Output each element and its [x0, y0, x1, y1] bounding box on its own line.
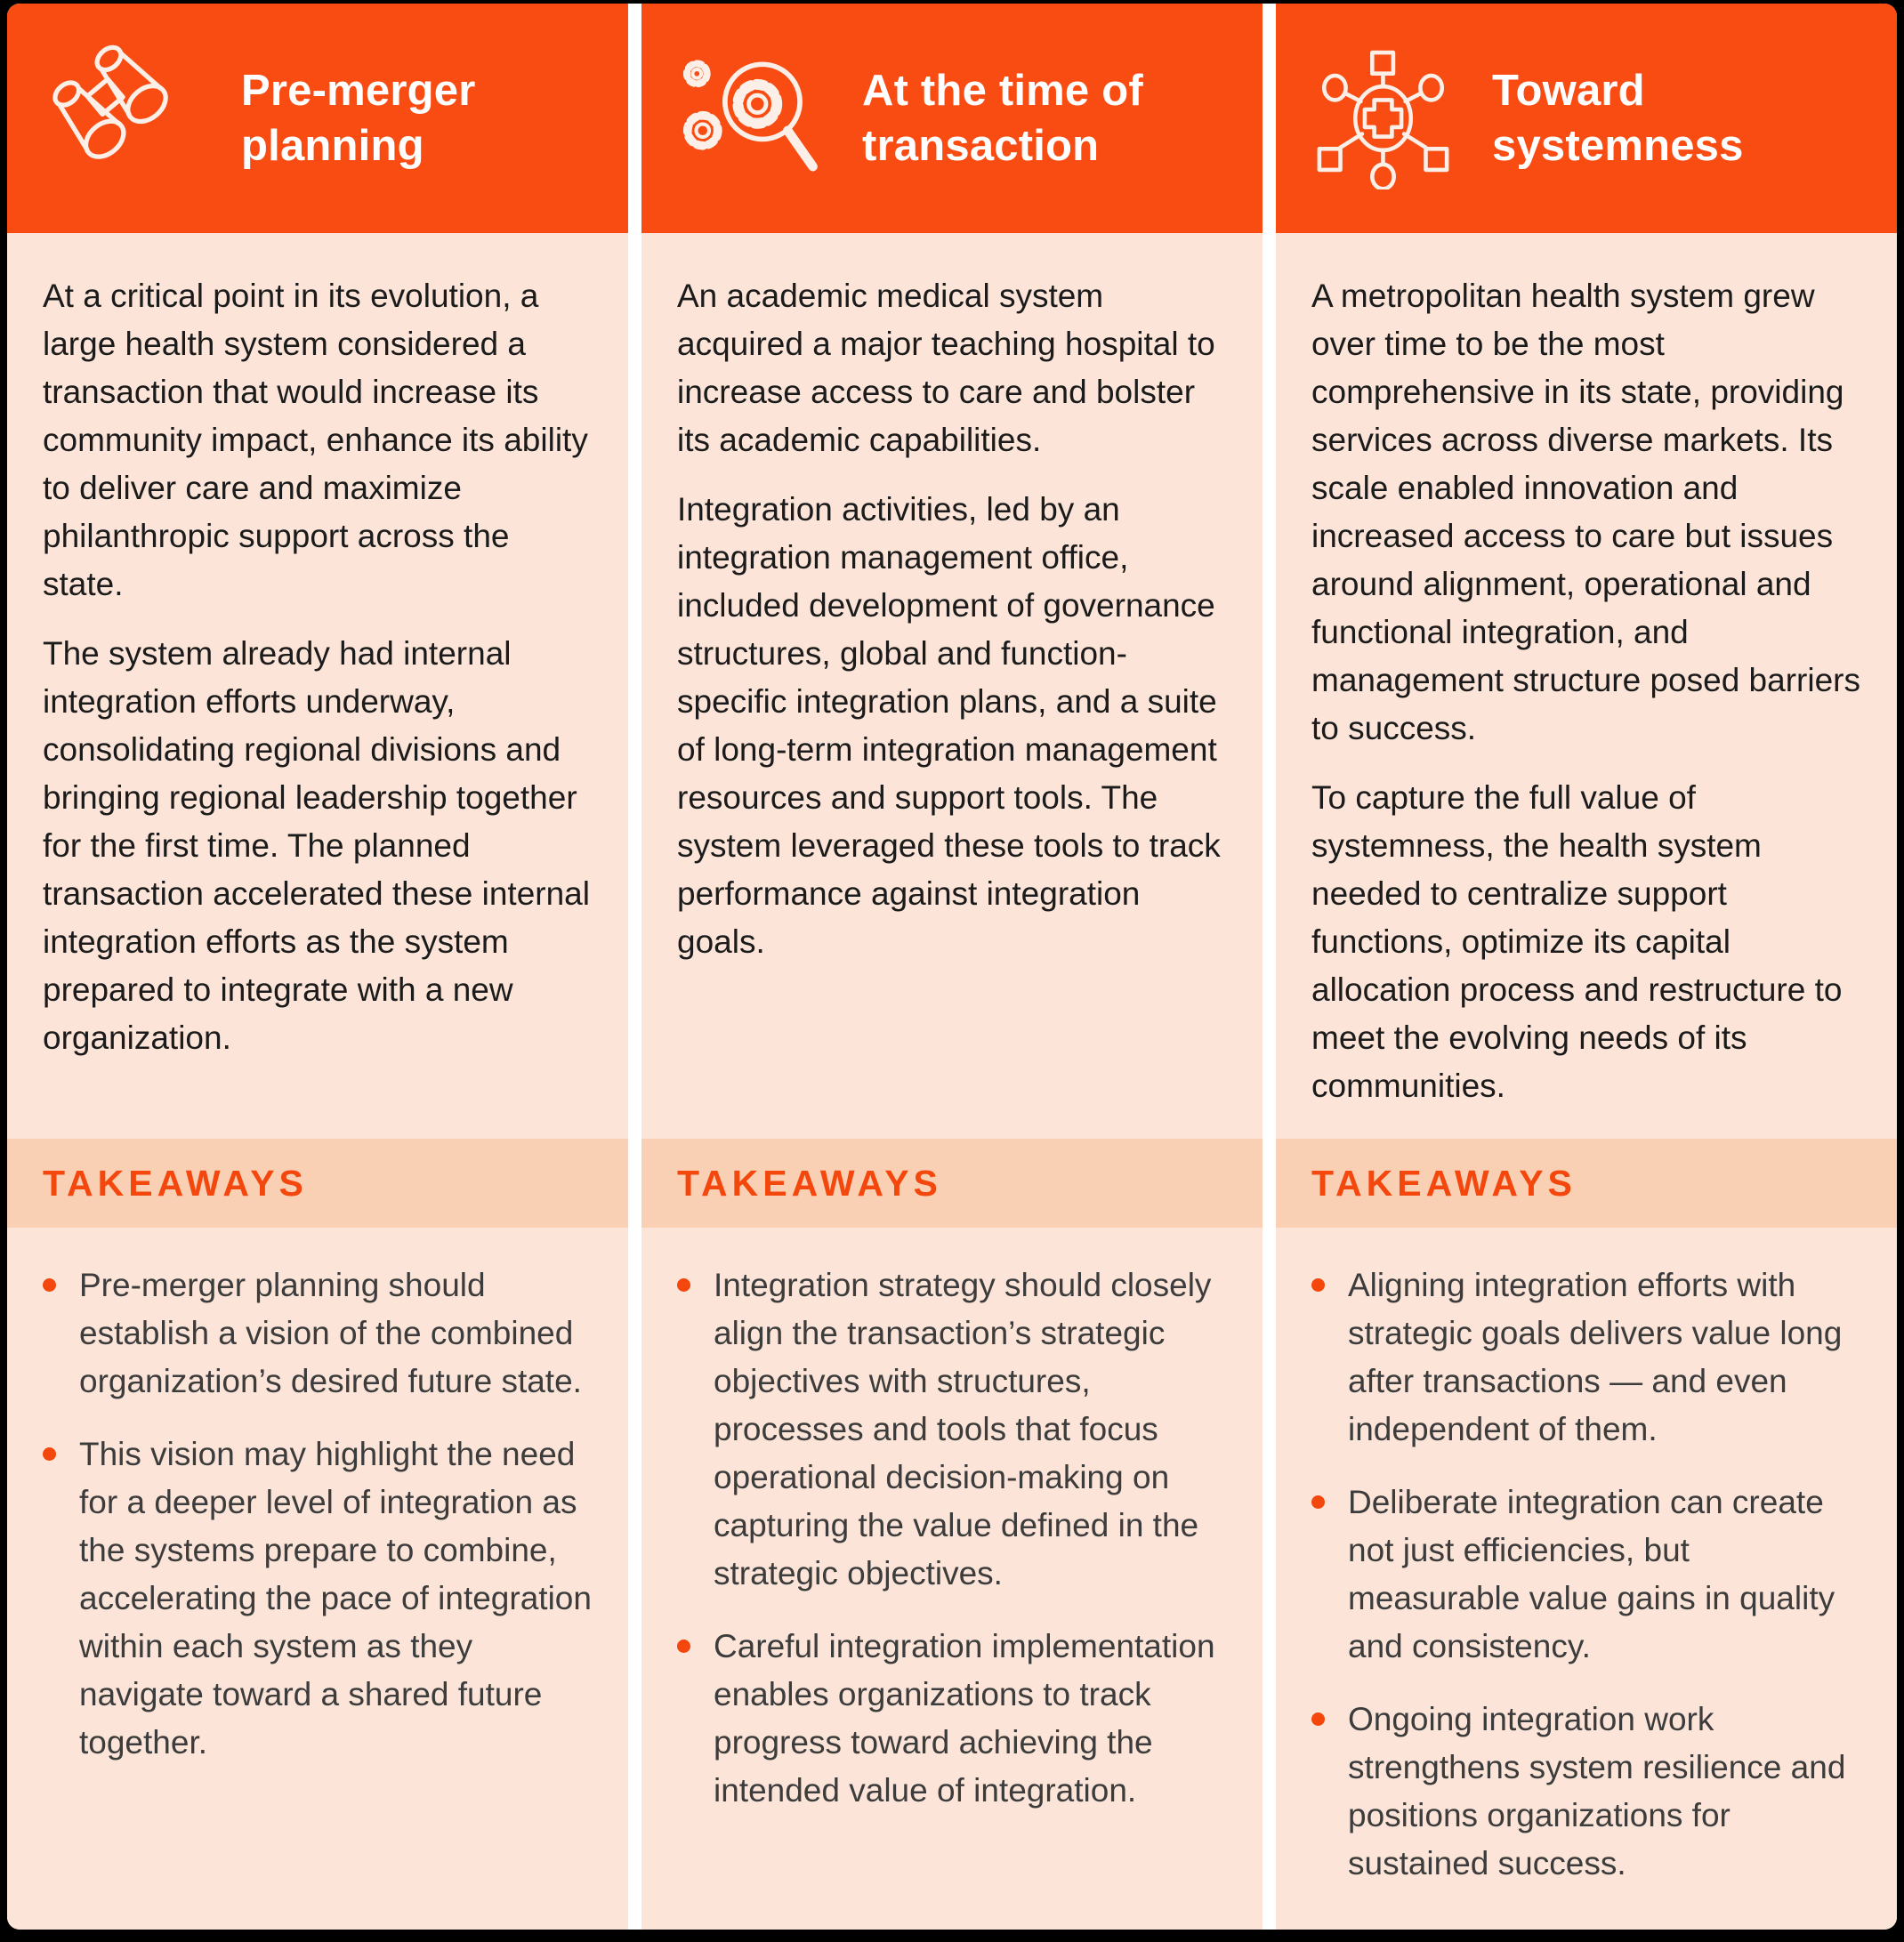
column-title	[241, 63, 475, 173]
takeaway-item	[43, 1261, 598, 1406]
takeaways-heading: TAKEAWAYS	[641, 1139, 1263, 1228]
takeaway-item	[1311, 1479, 1867, 1671]
infographic-panel	[7, 4, 1897, 1930]
takeaways-list	[1276, 1228, 1897, 1930]
takeaway-item	[1311, 1261, 1867, 1454]
title-line: planning	[241, 122, 424, 170]
takeaways-list	[641, 1228, 1263, 1930]
takeaways-heading: TAKEAWAYS	[1276, 1139, 1897, 1228]
network-plus-icon	[1310, 47, 1456, 189]
takeaway-text: Deliberate integration can create not just efficiencies, but measurable value gains in quality and consistency.	[1348, 1484, 1835, 1665]
bullet-dot	[43, 1447, 56, 1461]
bullet-dot	[1311, 1278, 1325, 1292]
column-at-time-of-transaction	[641, 4, 1263, 1930]
paragraph: To capture the full value of systemness, the health system needed to centralize support functions, optimize its capital allocation process and restructure to meet the evolving needs of its communities.	[1311, 779, 1843, 1105]
bullet-dot	[677, 1640, 690, 1653]
column-title	[1492, 63, 1744, 173]
takeaway-text: Ongoing integration work strengthens system resilience and positions organizations for sustained success.	[1348, 1701, 1846, 1882]
paragraph: An academic medical system acquired a major teaching hospital to increase access to care and bolster its academic capabilities.	[677, 278, 1215, 459]
title-line: Pre-merger	[241, 66, 476, 115]
column-body	[1276, 233, 1897, 1139]
bullet-dot	[43, 1278, 56, 1292]
column-toward-systemness	[1276, 4, 1897, 1930]
title-line: systemness	[1492, 122, 1744, 170]
column-header	[641, 4, 1263, 233]
column-title	[862, 63, 1143, 173]
column-pre-merger-planning	[7, 4, 628, 1930]
column-header	[1276, 4, 1897, 233]
column-body	[641, 233, 1263, 1139]
bullet-dot	[1311, 1712, 1325, 1726]
takeaway-item	[43, 1430, 598, 1767]
magnifier-gears-icon	[675, 47, 827, 189]
takeaways-heading: TAKEAWAYS	[7, 1139, 628, 1228]
takeaway-text: This vision may highlight the need for a deeper level of integration as the systems prepare to combine, accelerating the pace of integration within each system as they navigate toward a shared future together.	[79, 1436, 592, 1761]
column-body	[7, 233, 628, 1139]
bullet-dot	[1311, 1495, 1325, 1509]
takeaway-text: Integration strategy should closely align the transaction’s strategic objectives with structures, processes and tools that focus operational decision-making on capturing the value defined in the strategic objectives.	[714, 1267, 1212, 1592]
paragraph: Integration activities, led by an integration management office, included development of governance structures, global and function-specific integration plans, and a suite of long-term integration management resources and support tools. The system leveraged these tools to track performance against integration goals.	[677, 491, 1221, 961]
column-header	[7, 4, 628, 233]
takeaway-item	[1311, 1696, 1867, 1888]
paragraph: The system already had internal integration efforts underway, consolidating regional divisions and bringing regional leadership together for the first time. The planned transaction accelerated these internal integration efforts as the system prepared to integrate with a new organization.	[43, 635, 590, 1057]
paragraph: At a critical point in its evolution, a large health system considered a transaction that would increase its community impact, enhance its ability to deliver care and maximize philanthropic support across the state.	[43, 278, 588, 603]
takeaway-item	[677, 1261, 1232, 1598]
takeaway-text: Pre-merger planning should establish a vision of the combined organization’s desired future state.	[79, 1267, 582, 1400]
title-line: At the time of	[862, 66, 1143, 115]
title-line: Toward	[1492, 66, 1645, 115]
takeaway-item	[677, 1623, 1232, 1815]
takeaway-text: Aligning integration efforts with strategic goals delivers value long after transactions — and even independent of them.	[1348, 1267, 1843, 1448]
takeaway-text: Careful integration implementation enables organizations to track progress toward achieving the intended value of integration.	[714, 1628, 1215, 1809]
paragraph: A metropolitan health system grew over time to be the most comprehensive in its state, providing services across diverse markets. Its scale enabled innovation and increased access to care but issues around alignment, operational and functional integration, and management structure posed barriers to success.	[1311, 278, 1860, 747]
takeaways-list	[7, 1228, 628, 1930]
bullet-dot	[677, 1278, 690, 1292]
binoculars-icon	[41, 43, 206, 194]
title-line: transaction	[862, 122, 1100, 170]
